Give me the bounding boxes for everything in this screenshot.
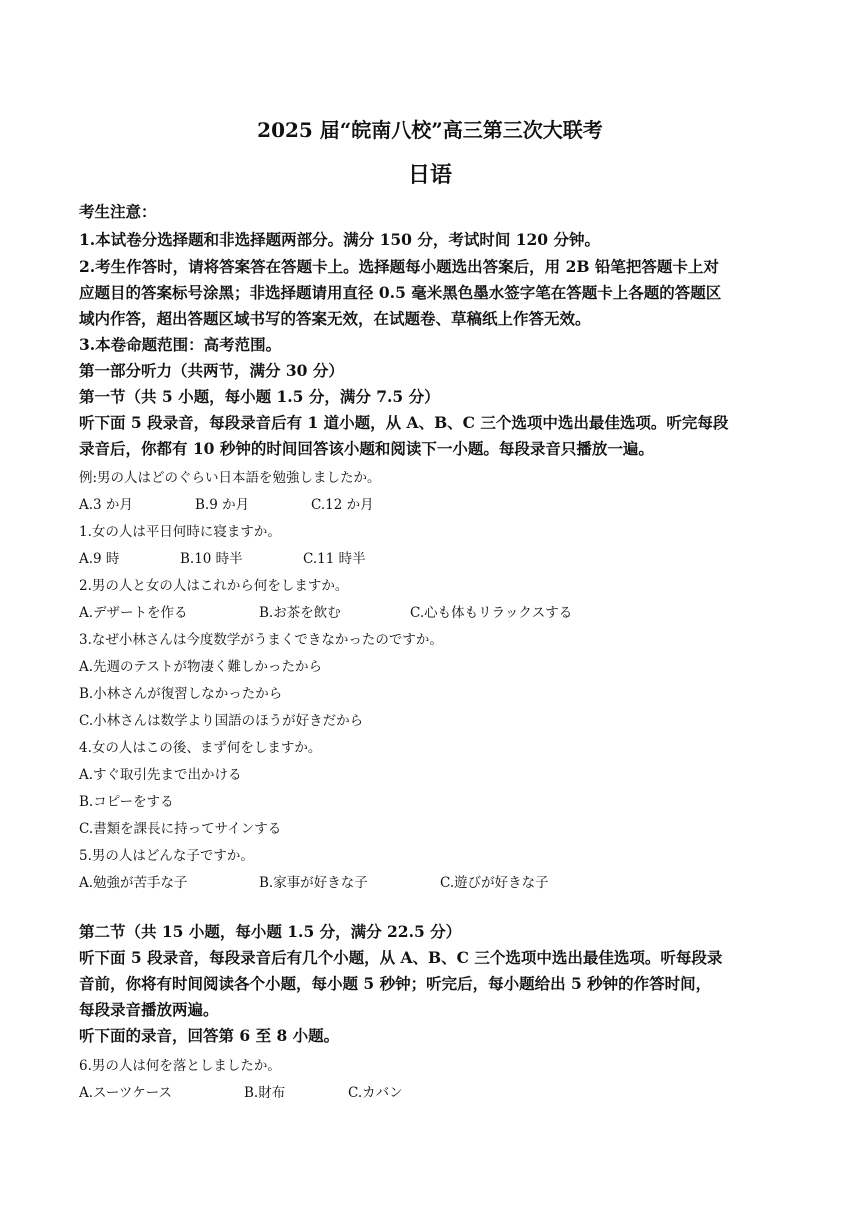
question-2-option-a: A.デザートを作る xyxy=(79,605,188,621)
question-6-option-c: C.カバン xyxy=(348,1085,403,1101)
section-1-instruction-line-1: 听下面 5 段录音，每段录音后有 1 道小题，从 A、B、C 三个选项中选出最佳选项。听完每段 xyxy=(79,413,729,432)
section-2-heading: 第二节（共 15 小题，每小题 1.5 分，满分 22.5 分） xyxy=(79,922,462,941)
question-6-option-b: B.財布 xyxy=(244,1085,286,1101)
question-6: 6.男の人は何を落としましたか。 xyxy=(79,1058,281,1074)
question-2: 2.男の人と女の人はこれから何をしますか。 xyxy=(79,578,349,594)
notice-2-line-3: 域内作答，超出答题区域书写的答案无效，在试题卷、草稿纸上作答无效。 xyxy=(79,309,591,328)
notice-3: 3.本卷命题范围：高考范围。 xyxy=(79,335,282,354)
example-option-a: A.3 か月 xyxy=(79,497,133,513)
example-option-b: B.9 か月 xyxy=(195,497,250,513)
question-3-option-c: C.小林さんは数学より国語のほうが好きだから xyxy=(79,713,364,729)
question-2-option-c: C.心も体もリラックスする xyxy=(410,605,573,621)
section-1-instruction-line-2: 录音后，你都有 10 秒钟的时间回答该小题和阅读下一小题。每段录音只播放一遍。 xyxy=(79,439,654,458)
exam-subject: 日语 xyxy=(407,162,452,188)
question-5-option-a: A.勉強が苦手な子 xyxy=(79,875,188,891)
question-4-option-a: A.すぐ取引先まで出かける xyxy=(79,767,242,783)
section-2-instruction-line-1: 听下面 5 段录音，每段录音后有几个小题，从 A、B、C 三个选项中选出最佳选项。听每段录 xyxy=(79,948,723,967)
notice-header: 考生注意： xyxy=(79,202,157,221)
section-2-sub-instruction: 听下面的录音，回答第 6 至 8 小题。 xyxy=(79,1026,340,1045)
question-2-option-b: B.お茶を飲む xyxy=(259,605,341,621)
example-option-c: C.12 か月 xyxy=(311,497,374,513)
section-2-instruction-line-2: 音前，你将有时间阅读各个小题，每小题 5 秒钟；听完后，每小题给出 5 秒钟的作答时间， xyxy=(79,974,712,993)
question-4-option-c: C.書類を課長に持ってサインする xyxy=(79,821,282,837)
question-3-option-b: B.小林さんが復習しなかったから xyxy=(79,686,283,702)
question-5-option-c: C.遊びが好きな子 xyxy=(440,875,549,891)
question-3-option-a: A.先週のテストが物凄く難しかったから xyxy=(79,659,323,675)
notice-1: 1.本试卷分选择题和非选择题两部分。满分 150 分，考试时间 120 分钟。 xyxy=(79,230,600,249)
notice-2-line-1: 2.考生作答时，请将答案答在答题卡上。选择题每小题选出答案后，用 2B 铅笔把答题卡上对 xyxy=(79,257,719,276)
question-1-option-a: A.9 時 xyxy=(79,551,120,567)
question-5-option-b: B.家事が好きな子 xyxy=(259,875,368,891)
question-4-option-b: B.コピーをする xyxy=(79,794,174,810)
question-5: 5.男の人はどんな子ですか。 xyxy=(79,848,254,864)
question-4: 4.女の人はこの後、まず何をしますか。 xyxy=(79,740,322,756)
section-2-instruction-line-3: 每段录音播放两遍。 xyxy=(79,1000,219,1019)
exam-title: 2025 届“皖南八校”高三第三次大联考 xyxy=(257,118,603,142)
question-1: 1.女の人は平日何時に寝ますか。 xyxy=(79,524,281,540)
section-1-heading: 第一节（共 5 小题，每小题 1.5 分，满分 7.5 分） xyxy=(79,387,440,406)
question-3: 3.なぜ小林さんは今度数学がうまくできなかったのですか。 xyxy=(79,632,443,648)
question-1-option-c: C.11 時半 xyxy=(303,551,366,567)
question-1-option-b: B.10 時半 xyxy=(180,551,243,567)
part-1-heading: 第一部分听力（共两节，满分 30 分） xyxy=(79,361,344,380)
question-6-option-a: A.スーツケース xyxy=(79,1085,173,1101)
notice-2-line-2: 应题目的答案标号涂黑；非选择题请用直径 0.5 毫米黑色墨水签字笔在答题卡上各题的答题区 xyxy=(79,283,722,302)
example-question: 例:男の人はどのぐらい日本語を勉強しましたか。 xyxy=(79,470,381,486)
